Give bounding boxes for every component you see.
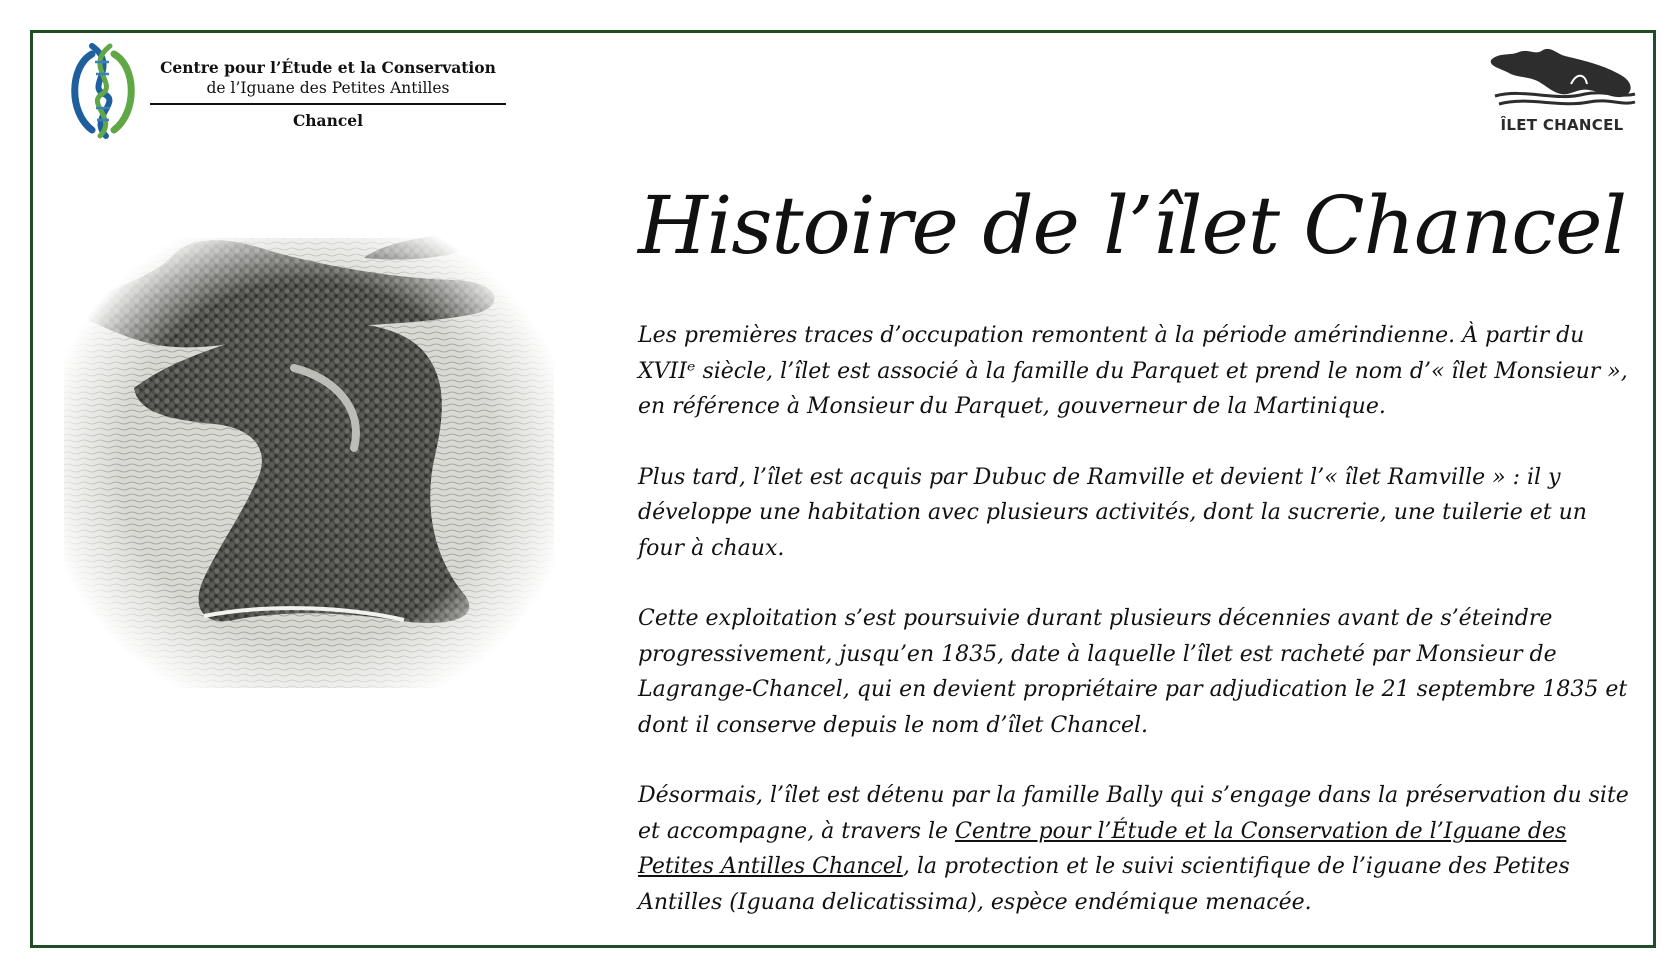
- org-name-line1: Centre pour l’Étude et la Conservation: [160, 58, 496, 77]
- org-link[interactable]: Centre pour l’Étude et la Conservation de l’Iguane des Petites Antilles Chancel: [638, 818, 1567, 879]
- org-name: [150, 58, 506, 131]
- paragraph-1: Les premières traces d’occupation remontent à la période amérindienne. À partir du XVIIᵉ siècle, l’îlet est associé à la famille du Parquet et prend le nom d’« îlet Monsieur », en référence à Monsieur du Parquet, gouverneur de la Martinique.: [638, 323, 1628, 419]
- iguana-island-logo-icon: [1485, 44, 1639, 110]
- org-name-divider: [150, 103, 506, 105]
- org-name-line3: Chancel: [292, 111, 364, 130]
- paragraph-4-text-start: Désormais, l’îlet est détenu par la famille Bally qui s’engage dans la préservation du site et accompagne, à travers le: [638, 783, 1629, 844]
- paragraph-3: Cette exploitation s’est poursuivie durant plusieurs décennies avant de s’éteindre progressivement, jusqu’en 1835, date à laquelle l’îlet est racheté par Monsieur de Lagrange-Chancel, qui en devient propriétaire par adjudication le 21 septembre 1835 et dont il conserve depuis le nom d’îlet Chancel.: [638, 606, 1628, 738]
- island-logo[interactable]: [1482, 44, 1642, 140]
- paragraph-2: Plus tard, l’îlet est acquis par Dubuc de Ramville et devient l’« îlet Ramville » : il y développe une habitation avec plusieurs activités, dont la sucrerie, une tuilerie et un four à chaux.: [638, 464, 1587, 561]
- island-engraving-illustration: [64, 228, 554, 698]
- island-logo-label: ÎLET CHANCEL: [1500, 116, 1624, 134]
- article-body: [638, 318, 1638, 955]
- paragraph-4-text-end: , la protection et le suivi scientifique de l’iguane des Petites Antilles (Iguana delicatissima), espèce endémique menacée.: [638, 854, 1570, 915]
- org-name-line2: de l’Iguane des Petites Antilles: [206, 79, 450, 97]
- dna-helix-logo-icon: [62, 40, 144, 140]
- page-title: Histoire de l’îlet Chancel: [638, 179, 1627, 272]
- paragraph-4: [638, 778, 1638, 920]
